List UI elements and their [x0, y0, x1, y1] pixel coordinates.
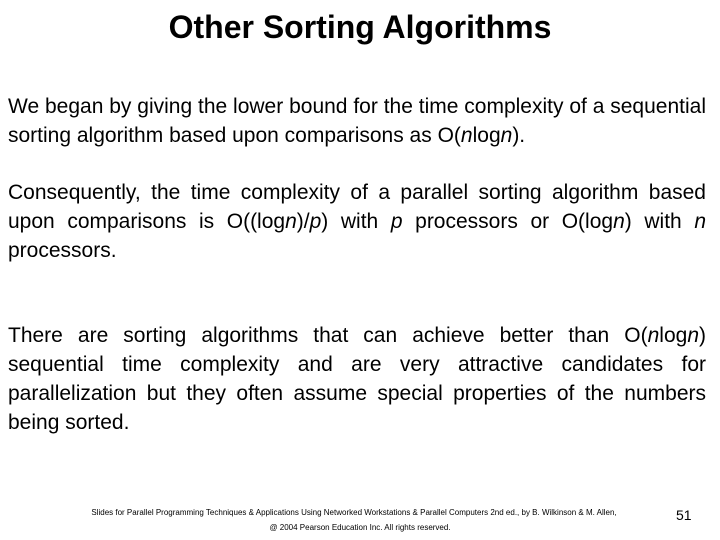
text-run: We began by giving the lower bound for the time complexity of a sequential sorting algorithm based upon comparisons as O( — [8, 95, 706, 147]
italic-variable: n — [285, 210, 297, 233]
text-run: Consequently, the time complexity of a parallel sorting algorithm based upon comparisons is O((log — [8, 181, 706, 233]
page-number: 51 — [676, 507, 692, 523]
italic-variable: n — [694, 210, 706, 233]
slide-title: Other Sorting Algorithms — [168, 9, 552, 45]
footer-copyright: @ 2004 Pearson Education Inc. All rights reserved. — [269, 523, 451, 532]
italic-variable: p — [390, 210, 403, 233]
italic-variable: n — [647, 324, 660, 347]
text-run: ) with — [321, 210, 391, 233]
text-run: processors. — [8, 239, 117, 262]
text-run: ) with — [624, 210, 695, 233]
text-run: )/ — [296, 210, 310, 233]
italic-variable: p — [309, 210, 322, 233]
italic-variable: n — [613, 210, 625, 233]
paragraph-better-algorithms — [8, 321, 706, 437]
text-run: ). — [512, 124, 526, 147]
paragraph-lower-bound — [8, 92, 706, 150]
italic-variable: n — [460, 124, 473, 147]
text-run: ) sequential time complexity and are very attractive candidates for parallelization but they often assume special properties of the numbers being sorted. — [8, 324, 706, 434]
italic-variable: n — [687, 324, 699, 347]
paragraph-parallel-complexity — [8, 178, 706, 265]
text-run: log — [472, 124, 501, 147]
footer-citation: Slides for Parallel Programming Techniques & Applications Using Networked Workstations & Parallel Computers 2nd ed., by B. Wilkinson & M. Allen, — [91, 508, 617, 517]
text-run: log — [659, 324, 688, 347]
italic-variable: n — [500, 124, 513, 147]
text-run: processors or O(log — [402, 210, 614, 233]
text-run: There are sorting algorithms that can achieve better than O( — [8, 324, 648, 347]
